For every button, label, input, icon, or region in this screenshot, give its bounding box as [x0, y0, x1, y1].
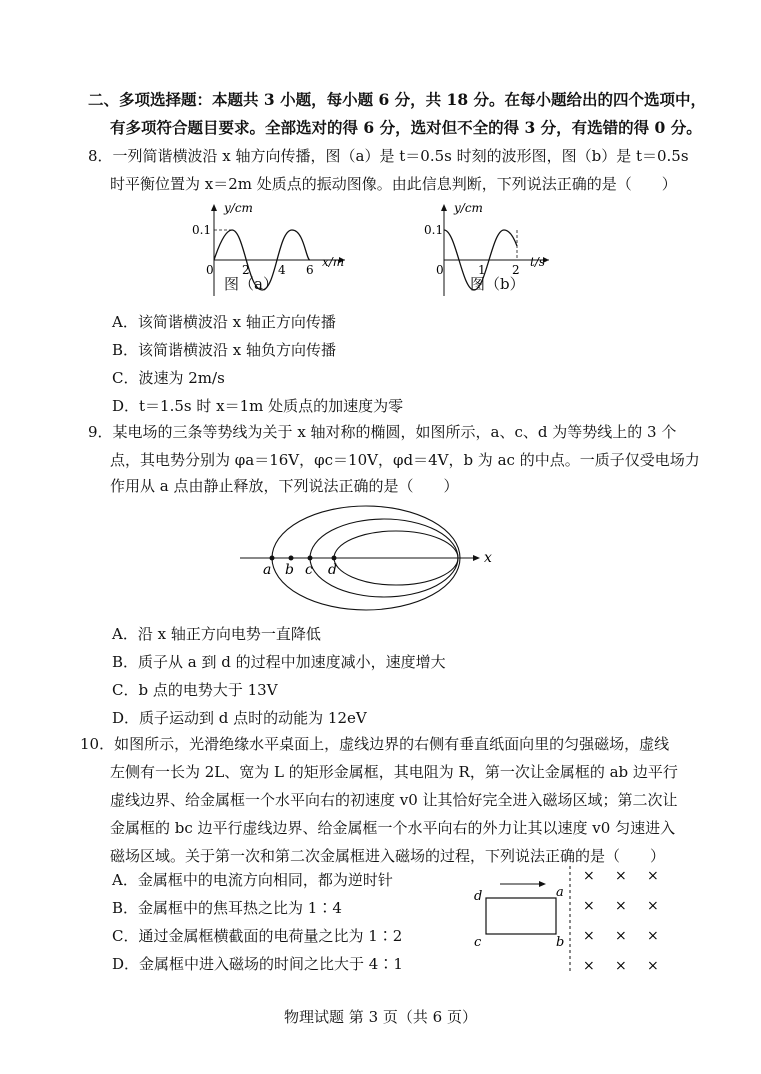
svg-text:×: ×: [647, 898, 659, 914]
q9-point-c: c: [305, 562, 313, 578]
q8-option-b: B．该简谐横波沿 x 轴负方向传播: [112, 341, 337, 359]
q9-option-c: C．b 点的电势大于 13V: [112, 681, 278, 699]
q8-option-a: A．该简谐横波沿 x 轴正方向传播: [112, 313, 336, 331]
q8a-ylabel: y/cm: [224, 201, 253, 215]
q8b-tick-1: 1: [478, 263, 486, 277]
q9-stem-line2: 点，其电势分别为 φa＝16V，φc＝10V，φd＝4V，b 为 ac 的中点。一质子仅受电场力: [110, 451, 700, 469]
svg-text:×: ×: [615, 958, 627, 974]
svg-text:×: ×: [615, 868, 627, 884]
svg-text:×: ×: [615, 928, 627, 944]
q8-stem-line1: 8．一列简谐横波沿 x 轴方向传播，图（a）是 t＝0.5s 时刻的波形图，图（b）是 t＝0.5s: [88, 147, 689, 165]
q8-stem-line2: 时平衡位置为 x＝2m 处质点的振动图像。由此信息判断，下列说法正确的是（ ）: [110, 175, 677, 193]
page-footer: 物理试题 第 3 页（共 6 页）: [284, 1008, 477, 1026]
q10-stem-line1: 10．如图所示，光滑绝缘水平桌面上，虚线边界的右侧有垂直纸面向里的匀强磁场，虚线: [80, 735, 670, 753]
q8-figure-a-caption: 图（a）: [224, 275, 278, 293]
section-header-line1: 二、多项选择题：本题共 3 小题，每小题 6 分，共 18 分。在每小题给出的四个选项中，: [88, 90, 707, 109]
q9-option-d: D．质子运动到 d 点时的动能为 12eV: [112, 709, 367, 727]
q9-point-b: b: [285, 562, 294, 578]
q8b-amp: 0.1: [424, 223, 444, 237]
q8a-tick-4: 4: [278, 263, 286, 277]
q8b-xlabel: t/s: [530, 255, 546, 269]
q10-corner-c: c: [474, 935, 482, 950]
q10-stem-line2: 左侧有一长为 2L、宽为 L 的矩形金属框，其电阻为 R，第一次让金属框的 ab 边平行: [110, 763, 678, 781]
magnetic-field-crosses: [583, 868, 659, 974]
q9-option-b: B．质子从 a 到 d 的过程中加速度减小，速度增大: [112, 653, 446, 671]
svg-text:×: ×: [583, 928, 595, 944]
q8-figure-b-caption: 图（b）: [470, 275, 525, 293]
q9-stem-line1: 9．某电场的三条等势线为关于 x 轴对称的椭圆，如图所示，a、c、d 为等势线上的 3 个: [88, 423, 677, 441]
svg-text:×: ×: [647, 928, 659, 944]
q9-point-a: a: [263, 562, 272, 578]
q9-ellipse-figure: [236, 504, 506, 614]
svg-text:×: ×: [583, 958, 595, 974]
q8a-amp: 0.1: [192, 223, 212, 237]
svg-text:×: ×: [647, 958, 659, 974]
q8a-xlabel: x/m: [322, 255, 345, 269]
svg-text:×: ×: [583, 868, 595, 884]
q8a-tick-6: 6: [306, 263, 314, 277]
q10-option-c: C．通过金属框横截面的电荷量之比为 1∶2: [112, 927, 403, 945]
svg-text:×: ×: [615, 898, 627, 914]
q8a-tick-2: 2: [242, 263, 250, 277]
q10-corner-b: b: [556, 935, 565, 950]
q9-stem-line3: 作用从 a 点由静止释放，下列说法正确的是（ ）: [110, 477, 459, 495]
q8-option-d: D．t＝1.5s 时 x＝1m 处质点的加速度为零: [112, 397, 404, 415]
q10-stem-line4: 金属框的 bc 边平行虚线边界、给金属框一个水平向右的外力让其以速度 v0 匀速进入: [110, 819, 676, 837]
q8-option-c: C．波速为 2m/s: [112, 369, 225, 387]
q10-frame-figure: [470, 864, 670, 974]
q10-stem-line5: 磁场区域。关于第一次和第二次金属框进入磁场的过程，下列说法正确的是（ ）: [110, 847, 666, 865]
q10-option-b: B．金属框中的焦耳热之比为 1∶4: [112, 899, 342, 917]
q9-point-d: d: [328, 562, 337, 578]
q10-option-d: D．金属框中进入磁场的时间之比大于 4∶1: [112, 955, 403, 973]
q10-stem-line3: 虚线边界、给金属框一个水平向右的初速度 v0 让其恰好完全进入磁场区域；第二次让: [110, 791, 678, 809]
q9-axis-label: x: [484, 550, 492, 566]
q8b-origin: 0: [436, 263, 444, 277]
svg-text:×: ×: [647, 868, 659, 884]
svg-text:×: ×: [583, 898, 595, 914]
q9-option-a: A．沿 x 轴正方向电势一直降低: [112, 625, 321, 643]
q8a-origin: 0: [206, 263, 214, 277]
q8b-tick-2: 2: [512, 263, 520, 277]
q10-option-a: A．金属框中的电流方向相同，都为逆时针: [112, 871, 393, 889]
section-header-line2: 有多项符合题目要求。全部选对的得 6 分，选对但不全的得 3 分，有选错的得 0 分。: [110, 118, 702, 137]
q10-corner-a: a: [556, 885, 564, 900]
q10-corner-d: d: [474, 889, 483, 904]
q8b-ylabel: y/cm: [454, 201, 483, 215]
